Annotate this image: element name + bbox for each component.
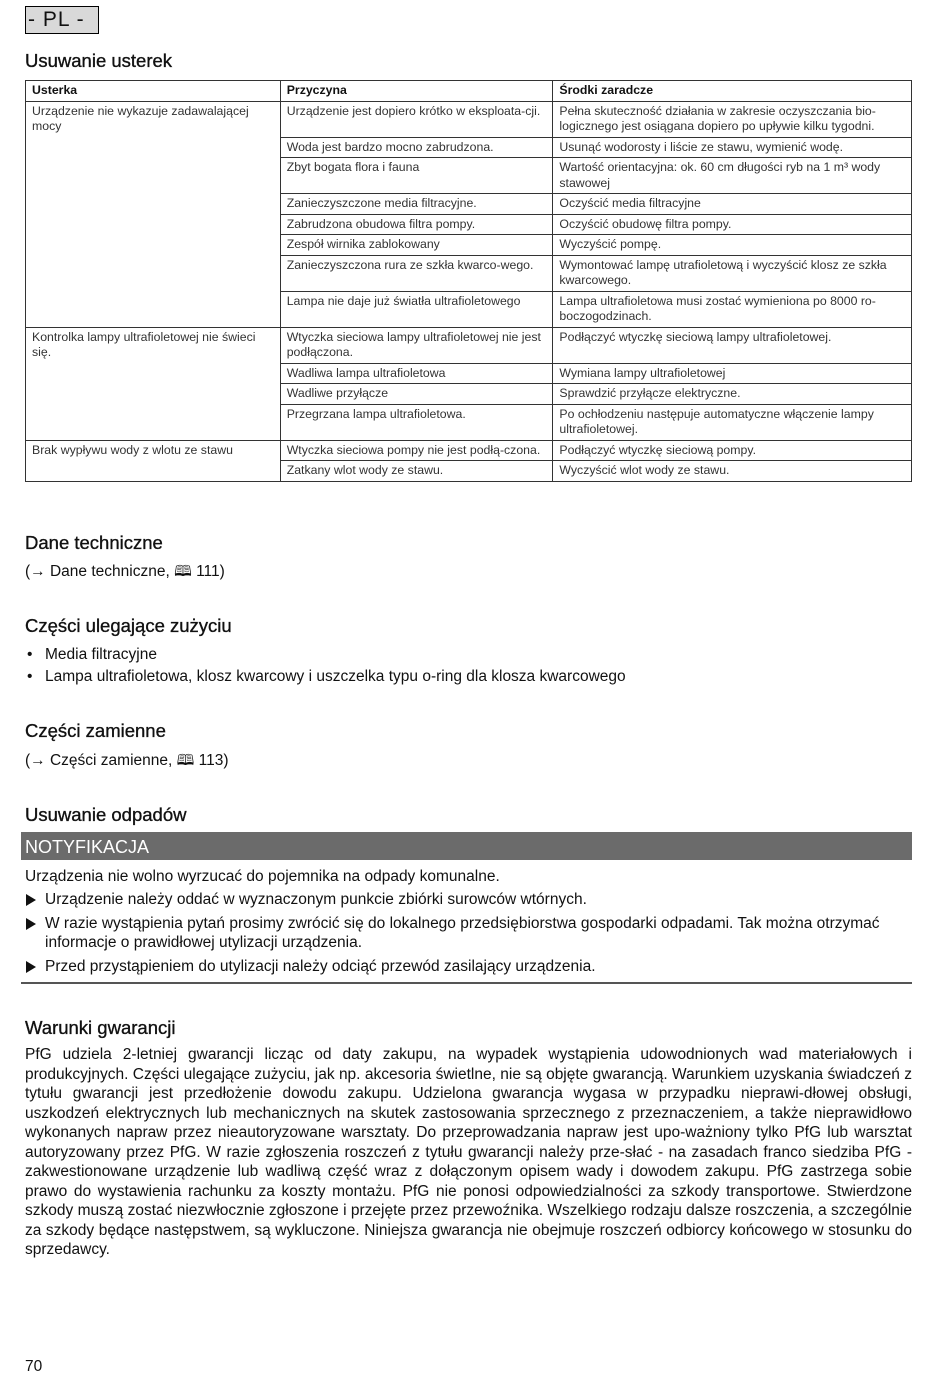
reference-text: Części zamienne, [49,752,177,769]
table-row [26,440,912,461]
list-item: Przed przystąpieniem do utylizacji należy odciąć przewód zasilający urządzenia. [25,957,905,977]
cause-cell: Wtyczka sieciowa lampy ultrafioletowej nie jest podłączona. [280,327,553,363]
list-item: • Lampa ultrafioletowa, klosz kwarcowy i uszczelka typu o-ring dla klosza kwarcowego [25,666,626,688]
table-row [26,101,912,137]
remedy-cell: Pełna skuteczność działania w zakresie oczyszczania bio-logicznego jest osiągana dopiero po upływie kilku tygodni. [553,101,912,137]
cause-cell: Zanieczyszczone media filtracyjne. [280,194,553,215]
page-number: 70 [25,1358,43,1375]
reference-page: 113 [198,752,224,769]
spare-parts-heading: Części zamienne [25,720,166,741]
reference-page: 111 [196,563,220,580]
cause-cell: Zanieczyszczona rura ze szkła kwarco-wego. [280,255,553,291]
remedy-cell: Lampa ultrafioletowa musi zostać wymieniona po 8000 ro-boczogodzinach. [553,291,912,327]
cause-cell: Woda jest bardzo mocno zabrudzona. [280,137,553,158]
troubleshooting-table [25,80,912,482]
book-icon: 🕮 [176,752,195,769]
technical-data-reference[interactable]: (→ Dane techniczne, 🕮 111) [25,561,225,586]
list-item: Urządzenie należy oddać w wyznaczonym punkcie zbiórki surowców wtórnych. [25,890,905,910]
remedy-cell: Sprawdzić przyłącze elektryczne. [553,384,912,405]
remedy-cell: Po ochłodzeniu następuje automatyczne włączenie lampy ultrafioletowej. [553,404,912,440]
fault-cell: Urządzenie nie wykazuje zadawalającej mocy [26,101,281,327]
disposal-heading: Usuwanie odpadów [25,804,187,825]
arrow-right-icon: → [30,752,46,769]
column-header-fault: Usterka [26,81,281,102]
fault-cell: Kontrolka lampy ultrafioletowej nie świeci się. [26,327,281,440]
table-header-row [26,81,912,102]
warranty-heading: Warunki gwarancji [25,1017,176,1038]
fault-cell: Brak wypływu wody z wlotu ze stawu [26,440,281,481]
remedy-cell: Usunąć wodorosty i liście ze stawu, wymienić wodę. [553,137,912,158]
remedy-cell: Oczyścić media filtracyjne [553,194,912,215]
cause-cell: Wadliwe przyłącze [280,384,553,405]
remedy-cell: Wyczyścić wlot wody ze stawu. [553,461,912,482]
triangle-bullet-icon [26,918,36,930]
wear-parts-heading: Części ulegające zużyciu [25,615,232,636]
remedy-cell: Wyczyścić pompę. [553,235,912,256]
cause-cell: Lampa nie daje już światła ultrafioletowego [280,291,553,327]
remedy-cell: Wartość orientacyjna: ok. 60 cm długości ryb na 1 m³ wody stawowej [553,158,912,194]
cause-cell: Zespół wirnika zablokowany [280,235,553,256]
cause-cell: Wtyczka sieciowa pompy nie jest podłą-czona. [280,440,553,461]
triangle-bullet-icon [26,894,36,906]
book-icon: 🕮 [174,563,192,580]
troubleshooting-heading: Usuwanie usterek [25,50,173,71]
cause-cell: Zatkany wlot wody ze stawu. [280,461,553,482]
disposal-steps [25,890,905,980]
column-header-remedy: Środki zaradcze [553,81,912,102]
arrow-right-icon: → [30,563,46,580]
list-item: • Media filtracyjne [25,644,626,666]
triangle-bullet-icon [26,961,36,973]
cause-cell: Zbyt bogata flora i fauna [280,158,553,194]
reference-text: Dane techniczne, [49,563,175,580]
cause-cell: Przegrzana lampa ultrafioletowa. [280,404,553,440]
warranty-text: PfG udziela 2-letniej gwarancji licząc od daty zakupu, na wypadek wystąpienia udowodnionych wad materiałowych i produkcyjnych. Części ulegające zużyciu, jak np. akcesoria świetlne, nie są objęte gwarancją. Warunkiem uzyskania świadczeń z tytułu gwarancji jest przedłożenie dowodu zakupu. Udzielona gwarancja wygasa w przypadku nieprawi-dłowej obsługi, uszkodzeń elektrycznych lub mechanicznych na skutek zastosowania sprzecznego z przeznaczeniem, a także nieprawidłowo wykonanych napraw przez nieautoryzowane warsztaty. Do przeprowadzania napraw jest upo-ważniony tylko PfG lub warsztat autoryzowany przez PfG. W razie zgłoszenia roszczeń z tytułu gwarancji należy prze-słać - na zasadach franco siedziba PfG - zakwestionowane urządzenie lub wadliwą część wraz z dołączonym opisem wady i dowodem zakupu. PfG zastrzega sobie prawo do wystawienia rachunku za koszty montażu. PfG nie ponosi odpowiedzialności za szkody transportowe. Stwierdzone szkody muszą zostać niezwłocznie zgłoszone i przejęte przez przewoźnika. Wszelkiego rodzaju dalsze roszczenia, a szczególnie za szkody będące następstwem, są wykluczone. Niniejsza gwarancja nie obejmuje roszczeń odbiorcy końcowego w stosunku do sprzedawcy. [25,1046,912,1258]
remedy-cell: Podłączyć wtyczkę sieciową pompy. [553,440,912,461]
cause-cell: Zabrudzona obudowa filtra pompy. [280,214,553,235]
remedy-cell: Oczyścić obudowę filtra pompy. [553,214,912,235]
technical-data-heading: Dane techniczne [25,532,163,553]
remedy-cell: Podłączyć wtyczkę sieciową lampy ultrafioletowej. [553,327,912,363]
table-row [26,327,912,363]
remedy-cell: Wymontować lampę utrafioletową i wyczyścić klosz ze szkła kwarcowego. [553,255,912,291]
spare-parts-reference[interactable]: (→ Części zamienne, 🕮 113) [25,750,229,775]
notice-banner: NOTYFIKACJA [21,832,912,860]
cause-cell: Wadliwa lampa ultrafioletowa [280,363,553,384]
language-tag: - PL - [25,6,99,34]
column-header-cause: Przyczyna [280,81,553,102]
section-divider [21,982,912,984]
disposal-intro: Urządzenia nie wolno wyrzucać do pojemnika na odpady komunalne. [25,868,500,885]
list-item: W razie wystąpienia pytań prosimy zwrócić się do lokalnego przedsiębiorstwa gospodarki odpadami. Tak można otrzymać informacje o prawidłowej utylizacji urządzenia. [25,914,905,953]
cause-cell: Urządzenie jest dopiero krótko w eksploata-cji. [280,101,553,137]
wear-parts-list [25,644,626,688]
remedy-cell: Wymiana lampy ultrafioletowej [553,363,912,384]
